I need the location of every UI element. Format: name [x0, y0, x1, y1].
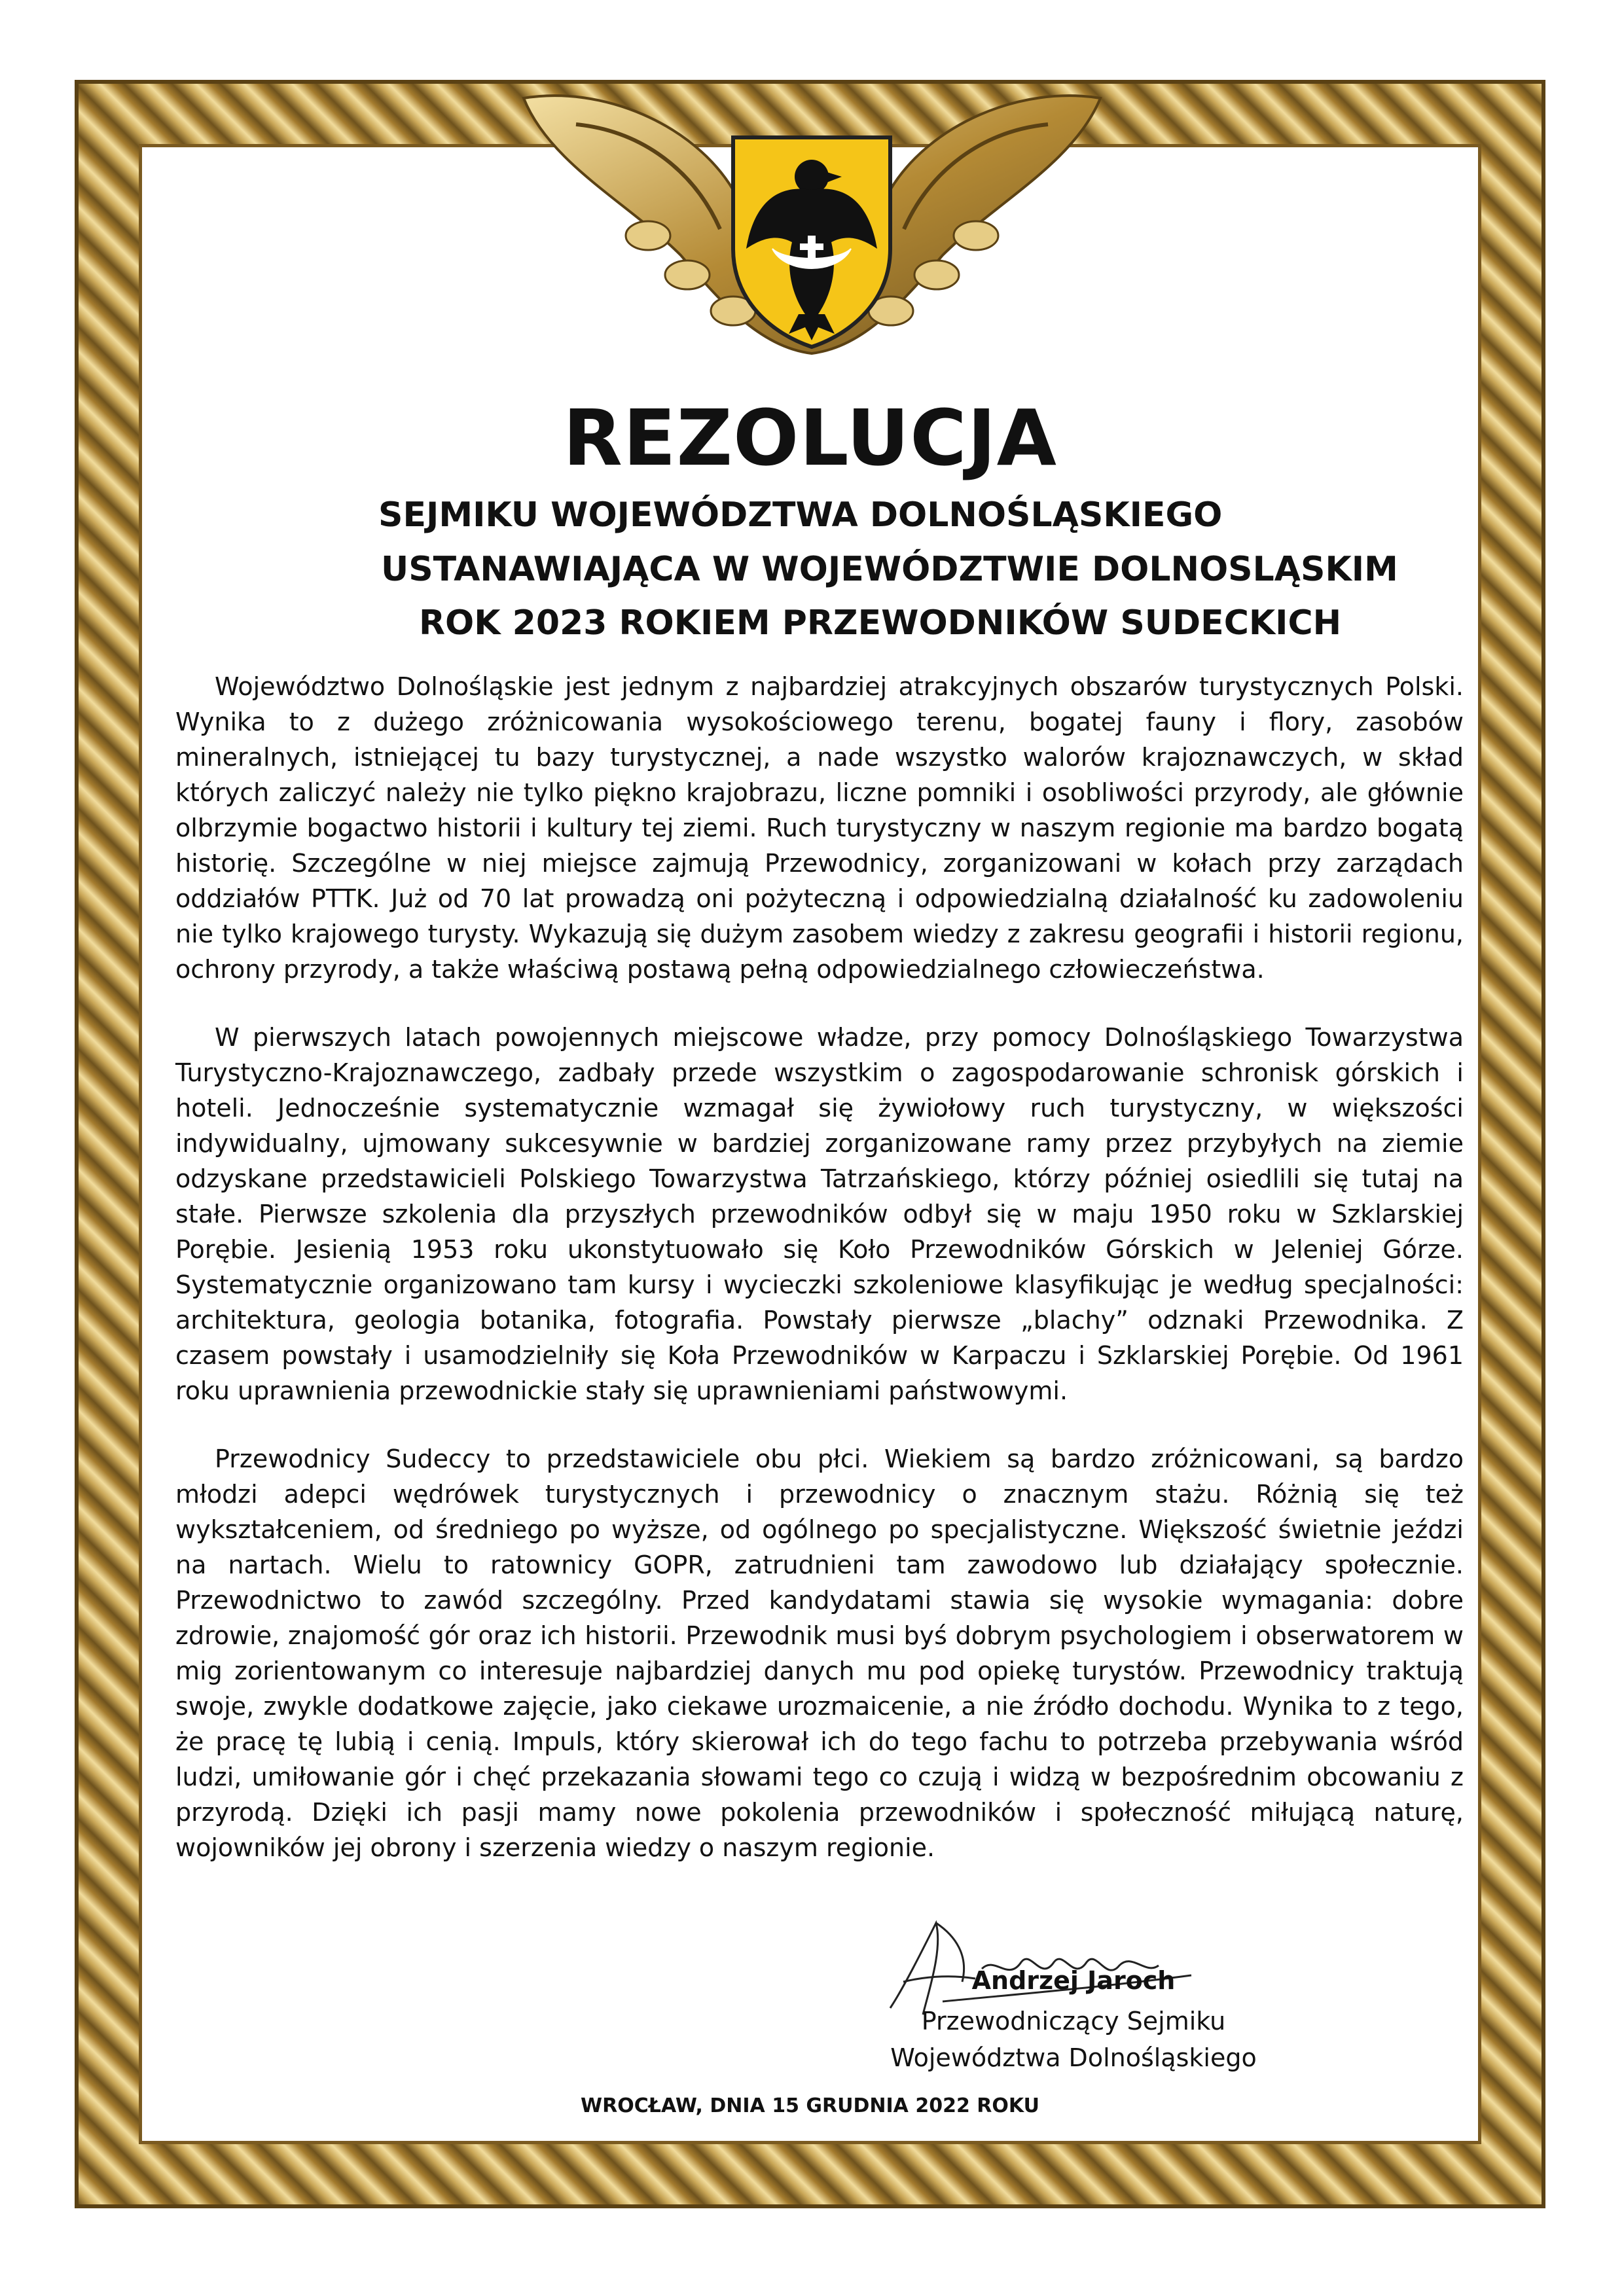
signatory-role-line-2: Województwa Dolnośląskiego — [890, 2043, 1257, 2072]
subtitle-line-2: USTANAWIAJĄCA W WOJEWÓDZTWIE DOLNOSLĄSKIM — [381, 550, 1398, 589]
paragraph-2: W pierwszych latach powojennych miejscowe władze, przy pomocy Dolnośląskiego Towarzystwa Turystyczno-Krajoznawczego, zadbały przede wszystkim o zagospodarowanie schronisk górskich i hoteli. Jednocześnie systematycznie wzmagał się żywiołowy ruch turystyczny, w większości indywidualny, ujmowany sukcesywnie w bardziej zorganizowane ramy przez przybyłych na ziemie odzyskane przedstawicieli Polskiego Towarzystwa Tatrzańskiego, którzy później osiedlili się tutaj na stałe. Pierwsze szkolenia dla przyszłych przewodników odbył się w maju 1950 roku w Szklarskiej Porębie. Jesienią 1953 roku ukonstytuowało się Koło Przewodników Górskich w Jeleniej Górze. Systematycznie organizowano tam kursy i wycieczki szkoleniowe klasyfikując je według specjalności: architektura, geologia botanika, fotografia. Powstały pierwsze „blachy” odznaki Przewodnika. Z czasem powstały i usamodzielniły się Koła Przewodników w Karpaczu i Szklarskiej Porębie. Od 1961 roku uprawnienia przewodnickie stały się uprawnieniami państwowymi. — [175, 1023, 1464, 1405]
subtitle-line-3: ROK 2023 ROKIEM PRZEWODNIKÓW SUDECKICH — [419, 603, 1342, 643]
coat-of-arms-lower-silesia-icon — [497, 85, 1127, 373]
paragraph-1: Województwo Dolnośląskie jest jednym z najbardziej atrakcyjnych obszarów turystycznych Polski. Wynika to z dużego zróżnicowania wysokościowego terenu, bogatej fauny i flory, zasobów mineralnych, istniejącej tu bazy turystycznej, a nade wszystko walorów krajoznawczych, w skład których zaliczyć należy nie tylko piękno krajobrazu, liczne pomniki i osobliwości przyrody, ale głównie olbrzymie bogactwo historii i kultury tej ziemi. Ruch turystyczny w naszym regionie ma bardzo bogatą historię. Szczególne w niej miejsce zajmują Przewodnicy, zorganizowani w kołach przy zarządach oddziałów PTTK. Już od 70 lat prowadzą oni pożyteczną i odpowiedzialną działalność ku zadowoleniu nie tylko krajowego turysty. Wykazują się dużym zasobem wiedzy z zakresu geografii i historii regionu, ochrony przyrody, a także właściwą postawą pełną odpowiedzialnego człowieczeństwa. — [175, 672, 1464, 984]
signatory-role — [799, 2003, 1348, 2076]
document-title: REZOLUCJA — [563, 393, 1057, 483]
paragraph-3: Przewodnicy Sudeccy to przedstawiciele obu płci. Wiekiem są bardzo zróżnicowani, są bardzo młodzi adepci wędrówek turystycznych i przewodnicy o znacznym stażu. Różnią się też wykształceniem, od średniego po wyższe, od ogólnego po specjalistyczne. Większość świetnie jeździ na nartach. Wielu to ratownicy GOPR, zatrudnieni tam zawodowo lub działający społecznie. Przewodnictwo to zawód szczególny. Przed kandydatami stawia się wysokie wymagania: dobre zdrowie, znajomość gór oraz ich historii. Przewodnik musi byś dobrym psychologiem i obserwatorem w mig zorientowanym co interesuje najbardziej danych mu pod opiekę turystów. Przewodnicy traktują swoje, zwykle dodatkowe zajęcie, jako ciekawe urozmaicenie, a nie źródło dochodu. Wynika to z tego, że pracę tę lubią i cenią. Impuls, który skierował ich do tego fachu to potrzeba przebywania wśród ludzi, umiłowanie gór i chęć przekazania słowami tego co czują i widzą w bezpośrednim obcowaniu z przyrodą. Dzięki ich pasji mamy nowe pokolenia przewodników i społeczność miłującą naturę, wojowników jej obrony i szerzenia wiedzy o naszym regionie. — [175, 1444, 1464, 1862]
signatory-role-line-1: Przewodniczący Sejmiku — [921, 2007, 1226, 2036]
resolution-body — [175, 669, 1464, 1898]
subtitle-line-1: SEJMIKU WOJEWÓDZTWA DOLNOŚLĄSKIEGO — [378, 495, 1223, 535]
place-and-date: WROCŁAW, DNIA 15 GRUDNIA 2022 ROKU — [581, 2094, 1039, 2117]
signatory-name: Andrzej Jaroch — [971, 1966, 1176, 1995]
